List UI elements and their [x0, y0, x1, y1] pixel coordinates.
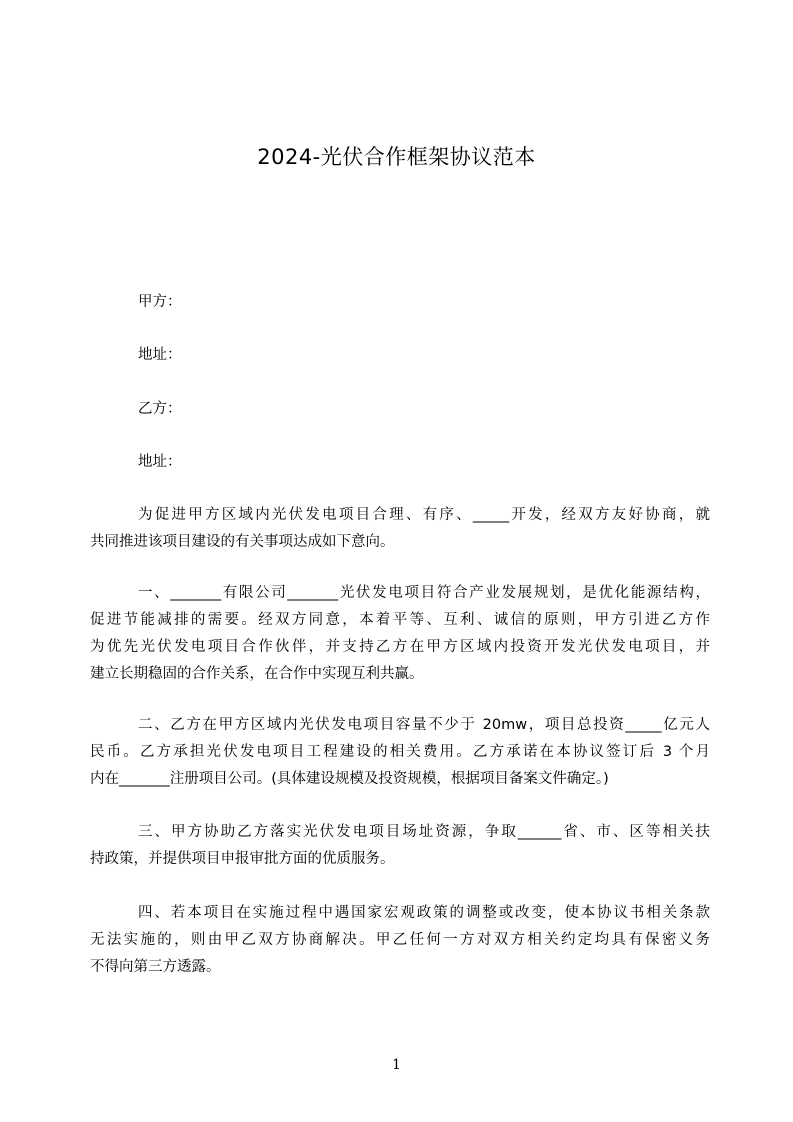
- paragraph-line: 四、若本项目在实施过程中遇国家宏观政策的调整或改变，使本协议书相关条款: [138, 905, 710, 921]
- document-title: 2024-光伏合作框架协议范本: [257, 145, 536, 169]
- paragraph-line: 持政策，并提供项目申报审批方面的优质服务。: [90, 851, 395, 867]
- paragraph-line: 共同推进该项目建设的有关事项达成如下意向。: [90, 534, 395, 550]
- paragraph-intro: [90, 502, 710, 556]
- paragraph-line: 一、_______有限公司_______光伏发电项目符合产业发展规划，是优化能源结构，: [138, 585, 710, 601]
- paragraph-line: 促进节能减排的需要。经双方同意，本着平等、互利、诚信的原则，甲方引进乙方作: [90, 612, 710, 628]
- paragraph-clause-4: [90, 900, 710, 981]
- paragraph-line: 无法实施的，则由甲乙双方协商解决。甲乙任何一方对双方相关约定均具有保密义务: [90, 932, 710, 948]
- party-a-address-label: 地址：: [138, 347, 182, 363]
- paragraph-clause-2: [90, 712, 710, 793]
- paragraph-clause-1: [90, 580, 710, 688]
- paragraph-clause-3: [90, 819, 710, 873]
- paragraph-line: 三、甲方协助乙方落实光伏发电项目场址资源，争取______省、市、区等相关扶: [138, 824, 710, 840]
- paragraph-line: 内在_______注册项目公司。(具体建设规模及投资规模，根据项目备案文件确定。): [90, 771, 609, 787]
- paragraph-line: 建立长期稳固的合作关系，在合作中实现互利共赢。: [90, 666, 424, 682]
- paragraph-line: 为促进甲方区域内光伏发电项目合理、有序、_____开发，经双方友好协商，就: [138, 507, 710, 523]
- page-number: 1: [392, 1057, 401, 1073]
- paragraph-line: 为优先光伏发电项目合作伙伴，并支持乙方在甲方区域内投资开发光伏发电项目，并: [90, 639, 710, 655]
- paragraph-line: 民币。乙方承担光伏发电项目工程建设的相关费用。乙方承诺在本协议签订后 3 个月: [90, 744, 710, 760]
- party-a-label: 甲方：: [138, 294, 182, 310]
- party-b-address-label: 地址：: [138, 454, 182, 470]
- paragraph-line: 二、乙方在甲方区域内光伏发电项目容量不少于 20mw，项目总投资_____亿元人: [138, 717, 710, 733]
- party-b-label: 乙方：: [138, 401, 182, 417]
- paragraph-line: 不得向第三方透露。: [90, 959, 221, 975]
